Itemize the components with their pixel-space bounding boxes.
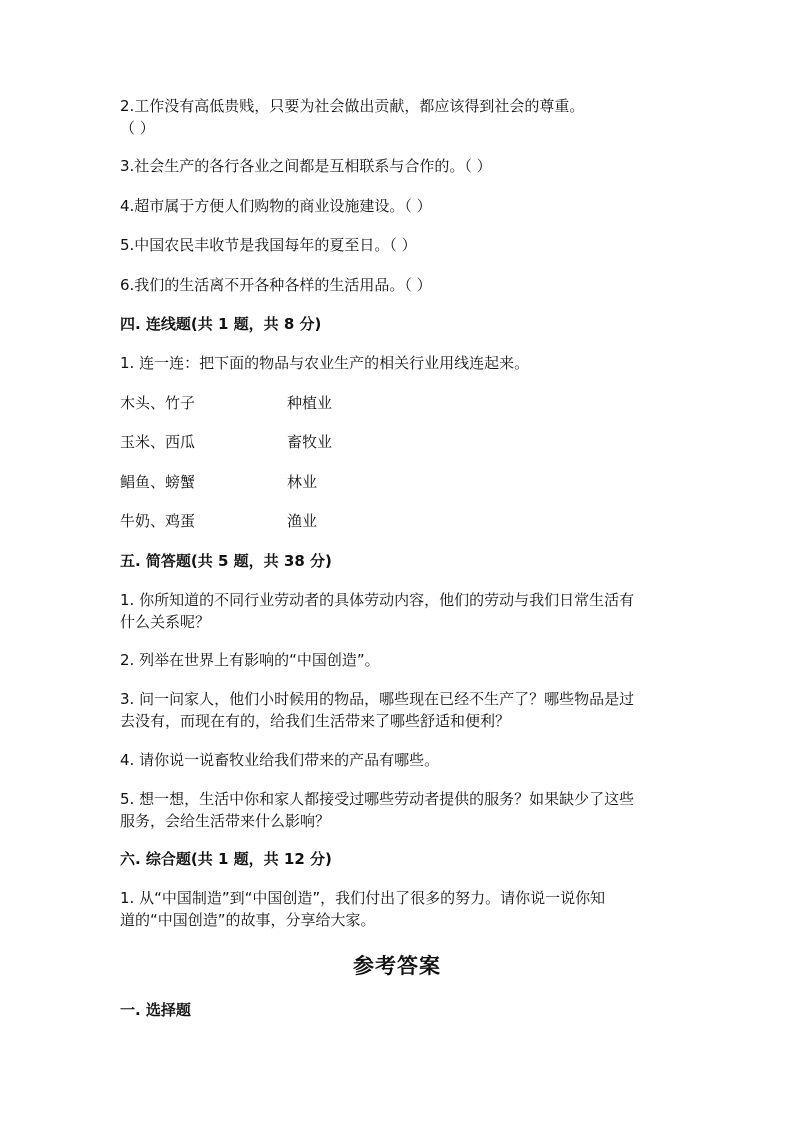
match-right-item: 林业 [287,473,318,491]
match-left-item: 木头、竹子 [120,394,196,412]
section5-q4: 4. 请你说一说畜牧业给我们带来的产品有哪些。 [120,751,440,769]
judgement-q4: 4.超市属于方便人们购物的商业设施建设。（ ） [120,197,432,215]
judgement-q2-line1: 2.工作没有高低贵贱，只要为社会做出贡献，都应该得到社会的尊重。 [120,97,585,115]
section4-question: 1. 连一连：把下面的物品与农业生产的相关行业用线连起来。 [120,354,530,372]
match-right-item: 渔业 [287,512,318,530]
section5-q2: 2. 列举在世界上有影响的“中国创造”。 [120,651,380,669]
match-right-item: 种植业 [287,394,333,412]
section6-q1-line2: 道的“中国创造”的故事，分享给大家。 [120,911,376,929]
section5-q1-line1: 1. 你所知道的不同行业劳动者的具体劳动内容，他们的劳动与我们日常生活有 [120,591,635,609]
match-left-item: 牛奶、鸡蛋 [120,512,196,530]
section5-q5-line2: 服务，会给生活带来什么影响？ [120,812,331,830]
section5-heading: 五. 简答题(共 5 题，共 38 分) [120,552,332,570]
answers-section1-heading: 一. 选择题 [120,1001,191,1019]
section5-q5-line1: 5. 想一想，生活中你和家人都接受过哪些劳动者提供的服务？如果缺少了这些 [120,790,635,808]
match-left-item: 玉米、西瓜 [120,433,196,451]
section5-q3-line1: 3. 问一问家人，他们小时候用的物品，哪些现在已经不生产了？哪些物品是过 [120,690,635,708]
section5-q3-line2: 去没有，而现在有的，给我们生活带来了哪些舒适和便利？ [120,712,511,730]
section6-heading: 六. 综合题(共 1 题，共 12 分) [120,850,332,868]
match-left-item: 鲳鱼、螃蟹 [120,473,196,491]
judgement-q3: 3.社会生产的各行各业之间都是互相联系与合作的。（ ） [120,157,492,175]
match-right-item: 畜牧业 [287,433,333,451]
judgement-q5: 5.中国农民丰收节是我国每年的夏至日。（ ） [120,236,417,254]
judgement-q6: 6.我们的生活离不开各种各样的生活用品。（ ） [120,276,432,294]
section6-q1-line1: 1. 从“中国制造”到“中国创造”，我们付出了很多的努力。请你说一说你知 [120,889,606,907]
judgement-q2-line2: （ ） [120,119,155,137]
section5-q1-line2: 什么关系呢？ [120,613,211,631]
answers-title: 参考答案 [353,953,441,978]
section4-heading: 四. 连线题(共 1 题，共 8 分) [120,315,322,333]
